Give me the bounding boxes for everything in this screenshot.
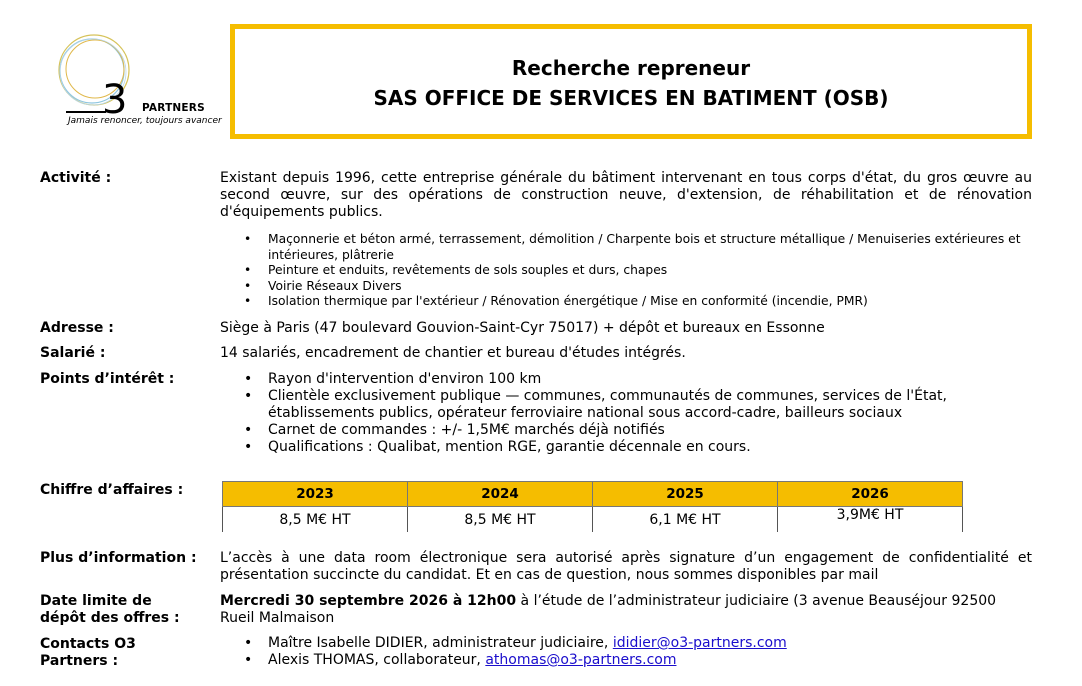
contacts-list <box>220 635 1032 669</box>
logo-brand-text: PARTNERS <box>142 102 205 114</box>
list-item: • Rayon d'intervention d'environ 100 km <box>220 371 1032 388</box>
activite-list <box>220 232 1032 310</box>
o3-partners-logo <box>48 28 222 138</box>
activite-label: Activité : <box>40 170 112 186</box>
activite-text: Existant depuis 1996, cette entreprise générale du bâtiment intervenant en tous corps d'état, du gros œuvre au second œuvre, sur des opérations de construction neuve, d'extension, de réhabilitation et de rénovation d'équipements publics. <box>220 170 1032 220</box>
list-item: • Carnet de commandes : +/- 1,5M€ marchés déjà notifiés <box>220 422 1032 439</box>
list-item: • Isolation thermique par l'extérieur / Rénovation énergétique / Mise en conformité (incendie, PMR) <box>220 294 1032 310</box>
list-item: • Peinture et enduits, revêtements de sols souples et durs, chapes <box>220 263 1032 279</box>
date-label-line-2: dépôt des offres : <box>40 610 180 626</box>
title-line-2: SAS OFFICE DE SERVICES EN BATIMENT (OSB) <box>373 86 889 110</box>
contacts-label-line-2: Partners : <box>40 653 119 669</box>
list-item <box>220 635 1032 652</box>
deadline-location: à l’étude de l’administrateur judiciaire (3 avenue Beauséjour 92500 Rueil Malmaison <box>220 593 997 626</box>
contacts-label <box>40 636 136 670</box>
info-label: Plus d’information : <box>40 550 197 566</box>
ca-year-header: 2026 <box>778 482 963 507</box>
contact-text: Alexis THOMAS, collaborateur, <box>268 652 486 668</box>
ca-year-header: 2025 <box>593 482 778 507</box>
contact-email-link[interactable]: ididier@o3-partners.com <box>612 635 787 651</box>
date-text <box>220 593 1032 627</box>
title-line-1: Recherche repreneur <box>511 56 751 80</box>
ca-table <box>222 481 963 532</box>
title-box <box>230 24 1032 139</box>
salarie-text: 14 salariés, encadrement de chantier et bureau d'études intégrés. <box>220 345 686 361</box>
adresse-label: Adresse : <box>40 320 114 336</box>
contacts-label-line-1: Contacts O3 <box>40 636 136 652</box>
list-item <box>220 652 1032 669</box>
ca-year-header: 2023 <box>223 482 408 507</box>
list-item: • Maçonnerie et béton armé, terrassement, démolition / Charpente bois et structure métallique / Menuiseries extérieures et intérieures, plâtrerie <box>220 232 1032 263</box>
deadline-date: Mercredi 30 septembre 2026 à 12h00 <box>220 593 517 609</box>
ca-year-header: 2024 <box>408 482 593 507</box>
ca-value: 6,1 M€ HT <box>593 507 778 533</box>
date-label-line-1: Date limite de <box>40 593 152 609</box>
adresse-text: Siège à Paris (47 boulevard Gouvion-Saint-Cyr 75017) + dépôt et bureaux en Essonne <box>220 320 825 336</box>
contact-text: Maître Isabelle DIDIER, administrateur judiciaire, <box>268 635 613 651</box>
contact-email-link[interactable]: athomas@o3-partners.com <box>485 652 677 668</box>
info-text: L’accès à une data room électronique sera autorisé après signature d’un engagement de confidentialité et présentation succincte du candidat. Et en cas de question, nous sommes disponibles par mail <box>220 550 1032 583</box>
logo-tagline: Jamais renoncer, toujours avancer <box>68 116 222 126</box>
list-item: • Clientèle exclusivement publique — communes, communautés de communes, services de l'État, établissements publics, opérateur ferroviaire national sous accord-cadre, bailleurs sociaux <box>220 388 1032 422</box>
ca-value: 8,5 M€ HT <box>408 507 593 533</box>
salarie-label: Salarié : <box>40 345 106 361</box>
list-item: • Voirie Réseaux Divers <box>220 279 1032 295</box>
svg-text:3: 3 <box>102 77 128 123</box>
ca-label: Chiffre d’affaires : <box>40 482 184 498</box>
list-item: • Qualifications : Qualibat, mention RGE, garantie décennale en cours. <box>220 439 1032 456</box>
points-list <box>220 371 1032 456</box>
date-label <box>40 593 180 627</box>
ca-value: 8,5 M€ HT <box>223 507 408 533</box>
ca-value: 3,9M€ HT <box>778 507 963 533</box>
points-label: Points d’intérêt : <box>40 371 175 387</box>
